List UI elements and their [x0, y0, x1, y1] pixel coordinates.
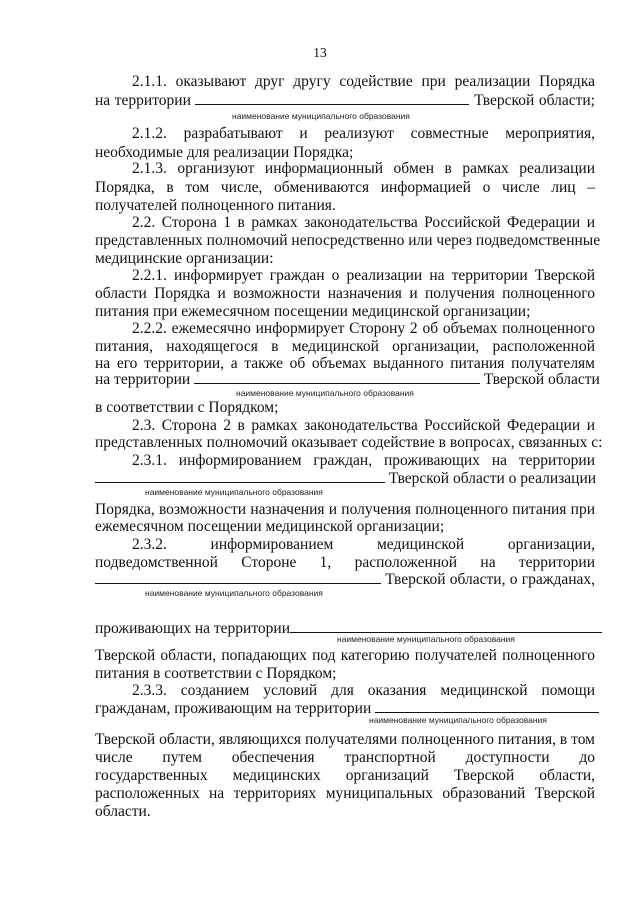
line-text: Тверской области — [483, 371, 600, 388]
field-caption: наименование муниципального образования — [337, 634, 515, 644]
field-caption: наименование муниципального образования — [236, 388, 414, 398]
text-line: 2.3.2. информированием медицинской организации, — [132, 536, 595, 553]
text-line: получателей полноценного питания. — [95, 197, 336, 214]
line-text: проживающих на территории — [95, 620, 290, 637]
text-line: числе путем обеспечения транспортной доступности до — [95, 749, 595, 766]
field-caption: наименование муниципального образования — [145, 487, 323, 497]
text-line: представленных полномочий оказывает содействие в вопросах, связанных с: — [95, 434, 603, 451]
text-line: на его территории, а также об объемах выданного питания получателям — [95, 355, 595, 372]
text-line: ежемесячном посещении медицинской организации; — [95, 518, 445, 535]
text-line: медицинские организации: — [95, 250, 274, 267]
line-text: гражданам, проживающим на территории — [95, 700, 372, 717]
field-caption: наименование муниципального образования — [145, 588, 323, 598]
text-line: подведомственной Стороне 1, расположенной на территории — [95, 554, 595, 571]
text-line: 2.2.1. информирует граждан о реализации на территории Тверской — [132, 267, 595, 284]
text-line: 2.3. Сторона 2 в рамках законодательства Российской Федерации и — [132, 417, 595, 434]
blank-field — [375, 699, 599, 713]
text-line: питания в соответствии с Порядком; — [95, 665, 337, 682]
text-line: области. — [95, 803, 151, 820]
text-line: 2.3.3. созданием условий для оказания медицинской помощи — [132, 682, 595, 699]
line-text: Тверской области, о гражданах, — [385, 571, 596, 588]
field-caption: наименование муниципального образования — [369, 715, 547, 725]
line-text: Тверской области; — [474, 92, 595, 109]
text-line: 2.1.1. оказывают друг другу содействие при реализации Порядка — [132, 73, 595, 90]
text-line: необходимые для реализации Порядка; — [95, 144, 354, 161]
text-line: 2.3.1. информированием граждан, проживающих на территории — [132, 452, 595, 469]
text-line: государственных медицинских организаций Тверской области, — [95, 767, 595, 784]
text-line: 2.1.2. разрабатывают и реализуют совместные мероприятия, — [132, 125, 595, 142]
text-line — [95, 469, 595, 488]
text-line: в соответствии с Порядком; — [95, 399, 279, 416]
line-text: на территории — [95, 371, 191, 388]
text-line: представленных полномочий непосредственно или через подведомственные — [95, 232, 601, 249]
line-text: Тверской области о реализации — [388, 470, 597, 487]
blank-field — [95, 469, 385, 483]
text-line: 2.2.2. ежемесячно информирует Сторону 2 об объемах полноценного — [132, 320, 595, 337]
text-line: Тверской области, попадающих под категорию получателей полноценного — [95, 647, 595, 664]
text-line: Тверской области, являющихся получателями полноценного питания, в том — [95, 731, 595, 748]
field-caption: наименование муниципального образования — [232, 111, 410, 121]
text-line: расположенных на территориях муниципальных образований Тверской — [95, 785, 595, 802]
text-line: 2.1.3. организуют информационный обмен в рамках реализации — [132, 160, 595, 177]
text-line: 2.2. Сторона 1 в рамках законодательства Российской Федерации и — [132, 214, 595, 231]
page-number: 13 — [313, 45, 327, 60]
text-line: Порядка, возможности назначения и получения полноценного питания при — [95, 501, 595, 518]
text-line — [95, 370, 600, 389]
text-line: области Порядка и возможности назначения и получения полноценного — [95, 285, 595, 302]
blank-field — [195, 91, 469, 105]
text-line: питания при ежемесячном посещении медицинской организации; — [95, 303, 531, 320]
text-line: питания, находящегося в медицинской организации, расположенной — [95, 338, 595, 355]
blank-field — [95, 570, 381, 584]
line-text: на территории — [95, 92, 191, 109]
text-line — [95, 91, 595, 110]
text-line: Порядка, в том числе, обмениваются информацией о числе лиц – — [95, 179, 595, 196]
blank-field — [290, 619, 602, 633]
blank-field — [194, 370, 480, 384]
text-line — [95, 570, 595, 589]
